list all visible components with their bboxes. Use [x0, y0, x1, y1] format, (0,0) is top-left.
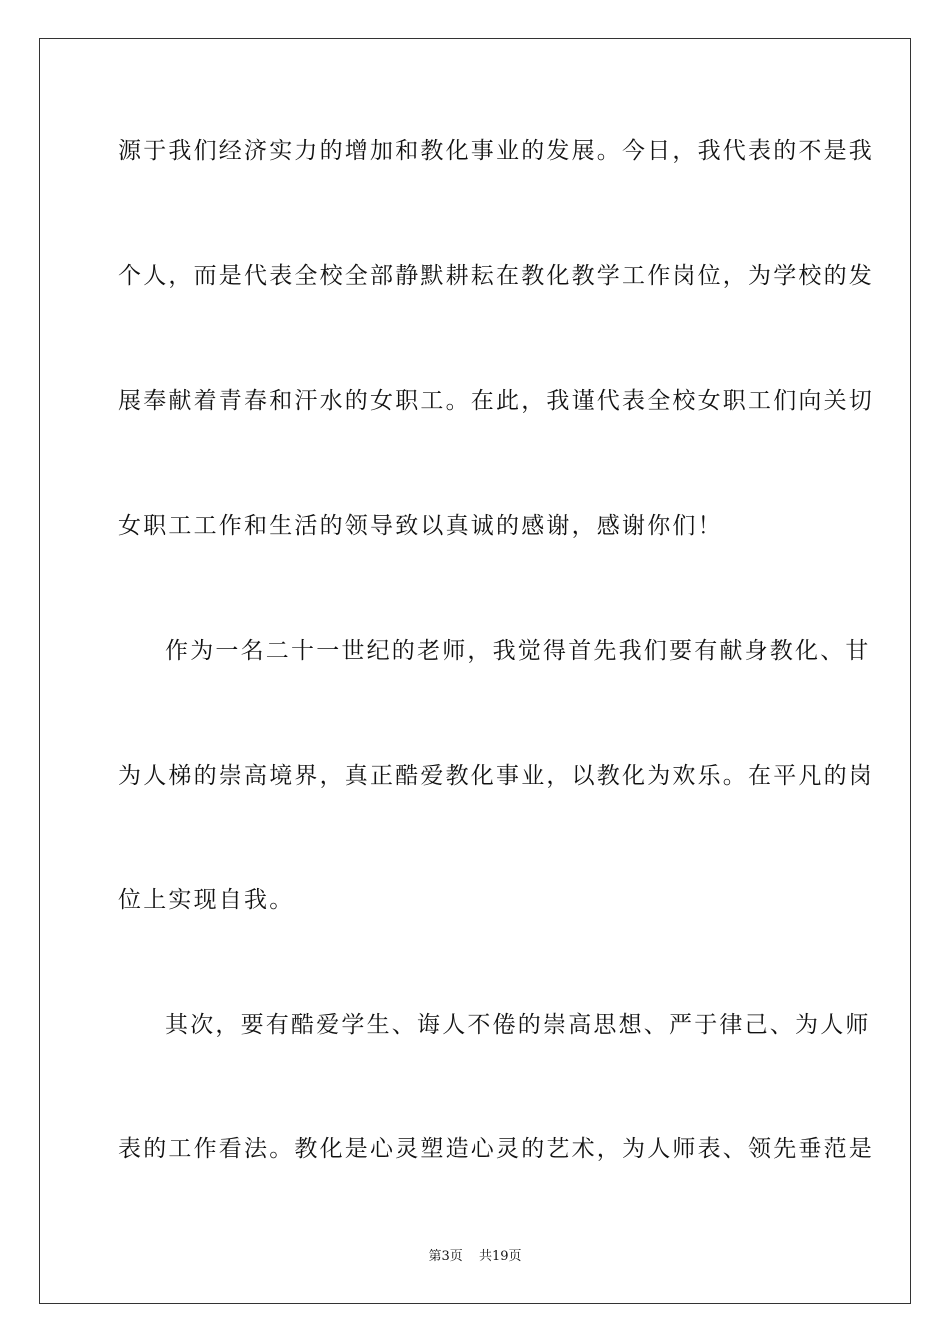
page-footer	[0, 1248, 950, 1266]
body-text-line: 位上实现自我。	[118, 887, 295, 913]
body-text-line: 为人梯的崇高境界，真正酷爱教化事业，以教化为欢乐。在平凡的岗	[118, 763, 874, 789]
page-total: 共19页	[478, 1249, 522, 1264]
body-text-line: 个人，而是代表全校全部静默耕耘在教化教学工作岗位，为学校的发	[118, 263, 874, 289]
body-text-line: 女职工工作和生活的领导致以真诚的感谢，感谢你们！	[118, 513, 723, 539]
body-text-line: 源于我们经济实力的增加和教化事业的发展。今日，我代表的不是我	[118, 138, 874, 164]
body-text-line: 作为一名二十一世纪的老师，我觉得首先我们要有献身教化、甘	[165, 638, 871, 664]
page-border	[39, 38, 911, 1304]
body-text-line: 其次，要有酷爱学生、诲人不倦的崇高思想、严于律己、为人师	[165, 1012, 871, 1038]
body-text-line: 展奉献着青春和汗水的女职工。在此，我谨代表全校女职工们向关切	[118, 388, 874, 414]
page-number: 第3页	[428, 1249, 463, 1264]
body-text-line: 表的工作看法。教化是心灵塑造心灵的艺术，为人师表、领先垂范是	[118, 1136, 874, 1162]
